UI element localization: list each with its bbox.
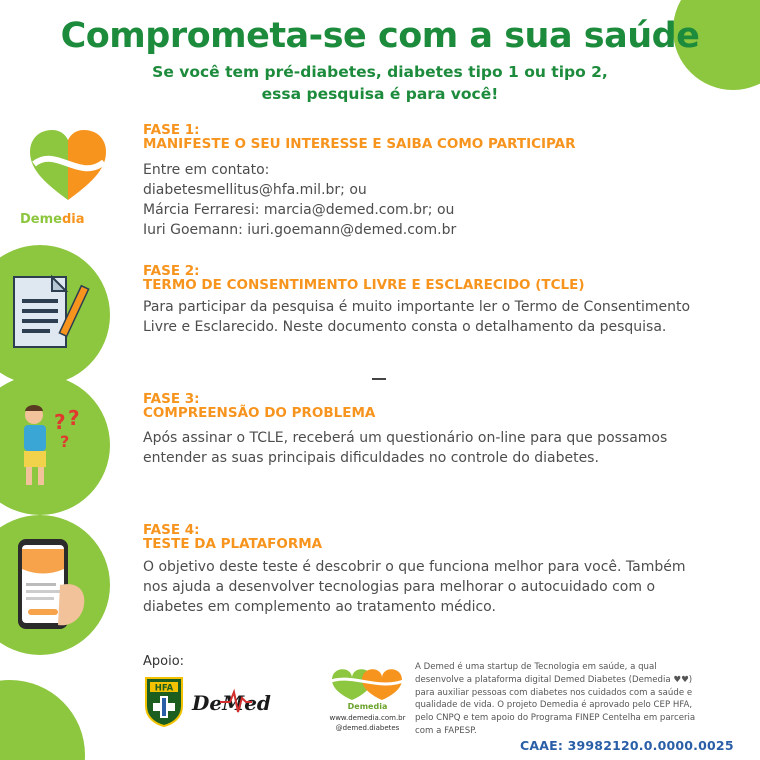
demedia-footer-name: Demedia [347,702,388,711]
svg-text:?: ? [54,410,66,434]
website-link[interactable]: www.demedia.com.br [329,714,406,722]
phase-4-heading: TESTE DA PLATAFORMA [143,536,323,552]
support-label: Apoio: [143,654,185,669]
subtitle-line-2: essa pesquisa é para você! [261,85,499,103]
phase-3-circle [0,375,110,515]
phase-2-body-line: Livre e Esclarecido. Neste documento consta o detalhamento da pesquisa. [143,319,667,335]
svg-text:?: ? [60,432,70,451]
phase-1-email-hfa[interactable]: diabetesmellitus@hfa.mil.br; ou [143,182,367,198]
phase-1-email-iuri[interactable]: Iuri Goemann: iuri.goemann@demed.com.br [143,222,457,238]
subtitle-line-1: Se você tem pré-diabetes, diabetes tipo 1 ou tipo 2, [152,63,608,81]
phase-4-circle [0,515,110,655]
caae-number: CAAE: 39982120.0.0000.0025 [520,738,734,753]
hfa-shield-logo [144,676,184,728]
demed-logo [190,686,280,718]
phase-4-label: FASE 4: [143,522,200,538]
svg-text:?: ? [68,406,80,430]
phase-4-body [143,557,723,617]
phase-4-body-line: O objetivo deste teste é descobrir o que funciona melhor para você. Também [143,559,686,575]
support-text-line: pelo CNPQ e tem apoio do Programa FINEP Centelha em parceria [415,713,696,724]
phase-3-title [143,392,375,420]
phase-2-title [143,264,585,292]
phase-1-heading: MANIFESTE O SEU INTERESSE E SAIBA COMO PARTICIPAR [143,136,576,152]
small-mark [372,378,386,380]
phase-1-email-marcia[interactable]: Márcia Ferraresi: marcia@demed.com.br; ou [143,202,455,218]
phase-3-body-line: Após assinar o TCLE, receberá um questionário on-line para que possamos [143,430,668,446]
instagram-handle[interactable]: @demed.diabetes [335,724,400,732]
phone-in-hand-icon [0,535,100,635]
phase-2-circle [0,245,110,385]
phase-4-body-line: diabetes em complemento ao tratamento médico. [143,599,496,615]
phase-3-heading: COMPREENSÃO DO PROBLEMA [143,405,376,421]
demedia-heart-logo [26,124,110,208]
support-text-line: desenvolve a plataforma digital Demed Diabetes (Demedia ♥♥) [415,674,693,685]
support-description [415,661,695,738]
document-pen-icon [0,265,100,365]
phase-3-body-line: entender as suas principais dificuldades no controle do diabetes. [143,450,599,466]
demedia-logo-text: Demedia [20,212,85,227]
phase-4-body-line: nos ajuda a desenvolver tecnologias para melhorar o autocuidado com o [143,579,656,595]
thinking-person-icon [0,395,100,495]
phase-1-body [143,160,723,240]
phase-1-title [143,123,576,151]
support-text-line: qualidade de vida. O projeto Demedia é aprovado pelo CEP HFA, [415,700,693,711]
support-text-line: para auxiliar pessoas com diabetes nos cuidados com a saúde e [415,687,693,698]
support-text-line: com a FAPESP. [415,725,477,736]
phase-2-label: FASE 2: [143,263,200,279]
hfa-logo-text: HFA [154,683,174,694]
corner-circle-bottom-left [0,680,85,760]
phase-3-body [143,428,723,468]
phase-2-body [143,297,723,337]
page-title: Comprometa-se com a sua saúde [60,16,700,56]
phase-1-label: FASE 1: [143,122,200,138]
phase-1-contact-intro: Entre em contato: [143,162,270,178]
demedia-footer-logo [322,656,412,704]
phase-4-title [143,523,322,551]
phase-2-body-line: Para participar da pesquisa é muito importante ler o Termo de Consentimento [143,299,691,315]
phase-3-label: FASE 3: [143,391,200,407]
demed-logo-text: DeMed [192,691,271,715]
support-text-line: A Demed é uma startup de Tecnologia em saúde, a qual [415,662,657,672]
phase-2-heading: TERMO DE CONSENTIMENTO LIVRE E ESCLARECIDO (TCLE) [143,277,585,293]
